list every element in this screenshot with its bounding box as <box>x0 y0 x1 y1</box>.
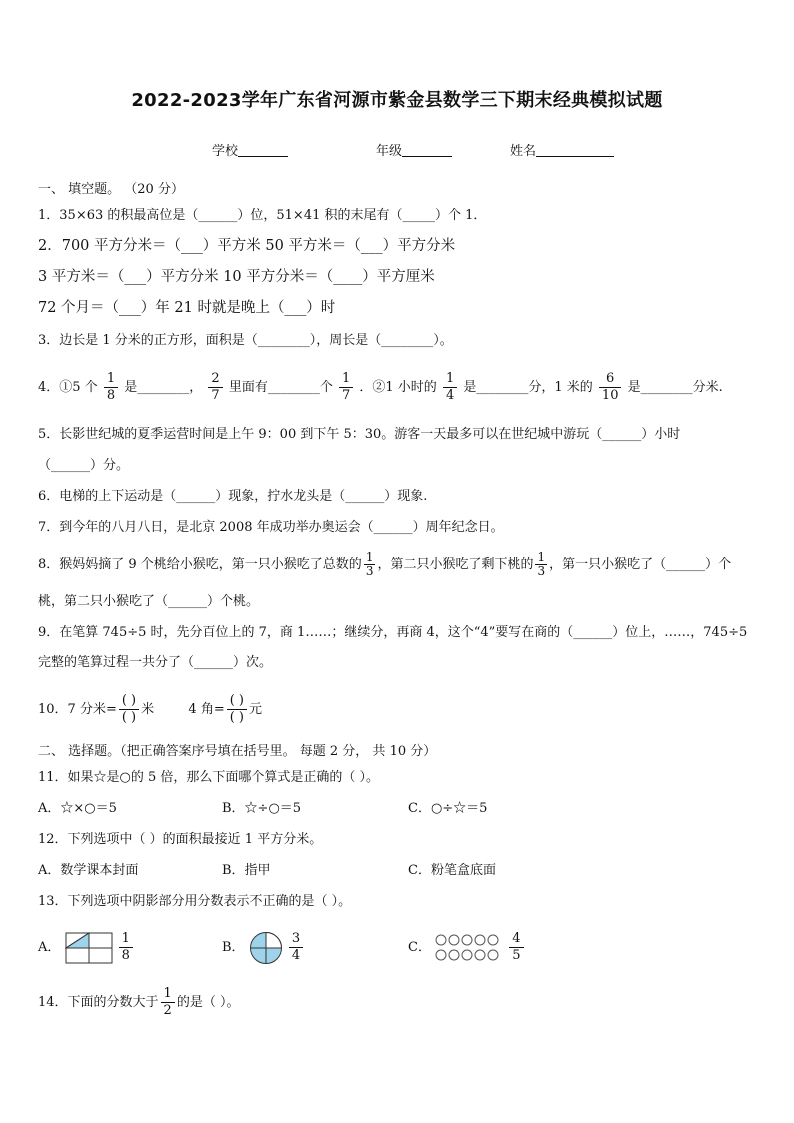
section1-heading: 一、 填空题。 （20 分） <box>38 182 184 197</box>
fraction: $\frac{1}{8}$ <box>104 371 118 403</box>
fraction: $\frac{1}{8}$ <box>119 931 133 963</box>
name-blank[interactable] <box>536 143 614 157</box>
fraction: $\frac{6}{10}$ <box>599 371 622 403</box>
question-13: 13．下列选项中阴影部分用分数表示不正确的是（ ）。 <box>38 894 352 909</box>
question-8-line2: 桃，第二只小猴吃了（______）个桃。 <box>38 594 260 609</box>
option-13-c[interactable]: C． $\frac{4}{5}$ <box>408 928 588 968</box>
question-14: 14．下面的分数大于 $\frac{1}{2}$ 的是（ ）。 <box>38 986 240 1018</box>
question-2-line1: 2．700 平方分米＝（___）平方米 50 平方米＝（___）平方分米 <box>38 238 456 254</box>
grade-field: 年级 <box>376 140 452 159</box>
section2-heading: 二、 选择题。（把正确答案序号填在括号里。 每题 2 分， 共 10 分） <box>38 744 437 759</box>
question-2-line3: 72 个月＝（___）年 21 时就是晚上（___）时 <box>38 300 336 316</box>
question-12: 12．下列选项中（ ）的面积最接近 1 平方分米。 <box>38 832 323 847</box>
question-4: 4．①5 个 $\frac{1}{8}$ 是________， $\frac{2}{7}$ 里面有________个 $\frac{1}{7}$ ．②1 小时的 $\frac{1}{4}$ 是________分，1 米的 $\frac{6}{10}$ 是________分米. <box>38 371 723 403</box>
option-11-a[interactable]: A．☆×○＝5 <box>38 801 117 816</box>
question-3: 3．边长是 1 分米的正方形，面积是（________），周长是（________）。 <box>38 333 453 348</box>
fraction: $\frac{1}{4}$ <box>443 371 457 403</box>
option-13-a[interactable]: A． $\frac{1}{8}$ <box>38 928 208 968</box>
grade-blank[interactable] <box>402 143 452 157</box>
question-9-line2: 完整的笔算过程一共分了（______）次。 <box>38 655 273 670</box>
name-field: 姓名 <box>510 140 614 159</box>
fraction: $\frac{( )}{( )}$ <box>227 693 247 725</box>
fraction: $\frac{1}{2}$ <box>161 986 175 1018</box>
question-1: 1．35×63 的积最高位是（______）位，51×41 积的末尾有（_____）个 1． <box>38 208 487 223</box>
fraction: $\frac{4}{5}$ <box>509 931 523 963</box>
question-6: 6．电梯的上下运动是（______）现象，拧水龙头是（______）现象. <box>38 489 428 504</box>
question-2-line2: 3 平方米＝（___）平方分米 10 平方分米＝（____）平方厘米 <box>38 269 435 285</box>
circles-grid-figure <box>435 933 503 963</box>
option-12-a[interactable]: A．数学课本封面 <box>38 863 139 878</box>
school-blank[interactable] <box>238 143 288 157</box>
option-13-b[interactable]: B． $\frac{3}{4}$ <box>222 928 392 968</box>
option-11-b[interactable]: B．☆÷○＝5 <box>222 801 302 816</box>
fraction: $\frac{( )}{( )}$ <box>119 693 139 725</box>
question-8-line1: 8．猴妈妈摘了 9 个桃给小猴吃，第一只小猴吃了总数的 $\frac{1}{3}$ ，第二只小猴吃了剩下桃的 $\frac{1}{3}$ ，第一只小猴吃了（______）个 <box>38 550 732 578</box>
option-12-b[interactable]: B．指甲 <box>222 863 271 878</box>
question-5-line1: 5．长影世纪城的夏季运营时间是上午 9：00 到下午 5：30。游客一天最多可以在世纪城中游玩（______）小时 <box>38 427 681 442</box>
page-title: 2022-2023学年广东省河源市紫金县数学三下期末经典模拟试题 <box>131 90 663 111</box>
school-field: 学校 <box>212 140 288 159</box>
circle-quarters-figure <box>249 931 283 965</box>
question-10: 10．7 分米= $\frac{( )}{( )}$ 米 4 角= $\frac{( )}{( )}$ 元 <box>38 693 263 725</box>
question-7: 7．到今年的八月八日，是北京 2008 年成功举办奥运会（______）周年纪念日。 <box>38 520 504 535</box>
option-11-c[interactable]: C．○÷☆＝5 <box>408 801 488 816</box>
fraction: $\frac{1}{3}$ <box>365 550 374 578</box>
fraction: $\frac{3}{4}$ <box>289 931 303 963</box>
option-12-c[interactable]: C．粉笔盒底面 <box>408 863 496 878</box>
fraction: $\frac{1}{3}$ <box>537 550 546 578</box>
fraction: $\frac{2}{7}$ <box>208 371 222 403</box>
question-5-line2: （______）分。 <box>38 458 130 473</box>
unshaded-quarter <box>266 932 282 948</box>
question-11: 11．如果☆是○的 5 倍，那么下面哪个算式是正确的（ ）。 <box>38 770 380 785</box>
rectangle-eighth-figure <box>65 932 113 964</box>
question-9-line1: 9．在笔算 745÷5 时，先分百位上的 7，商 1……；继续分，再商 4，这个“4”要写在商的（______）位上，……，745÷5 <box>38 625 748 640</box>
fraction: $\frac{1}{7}$ <box>339 371 353 403</box>
